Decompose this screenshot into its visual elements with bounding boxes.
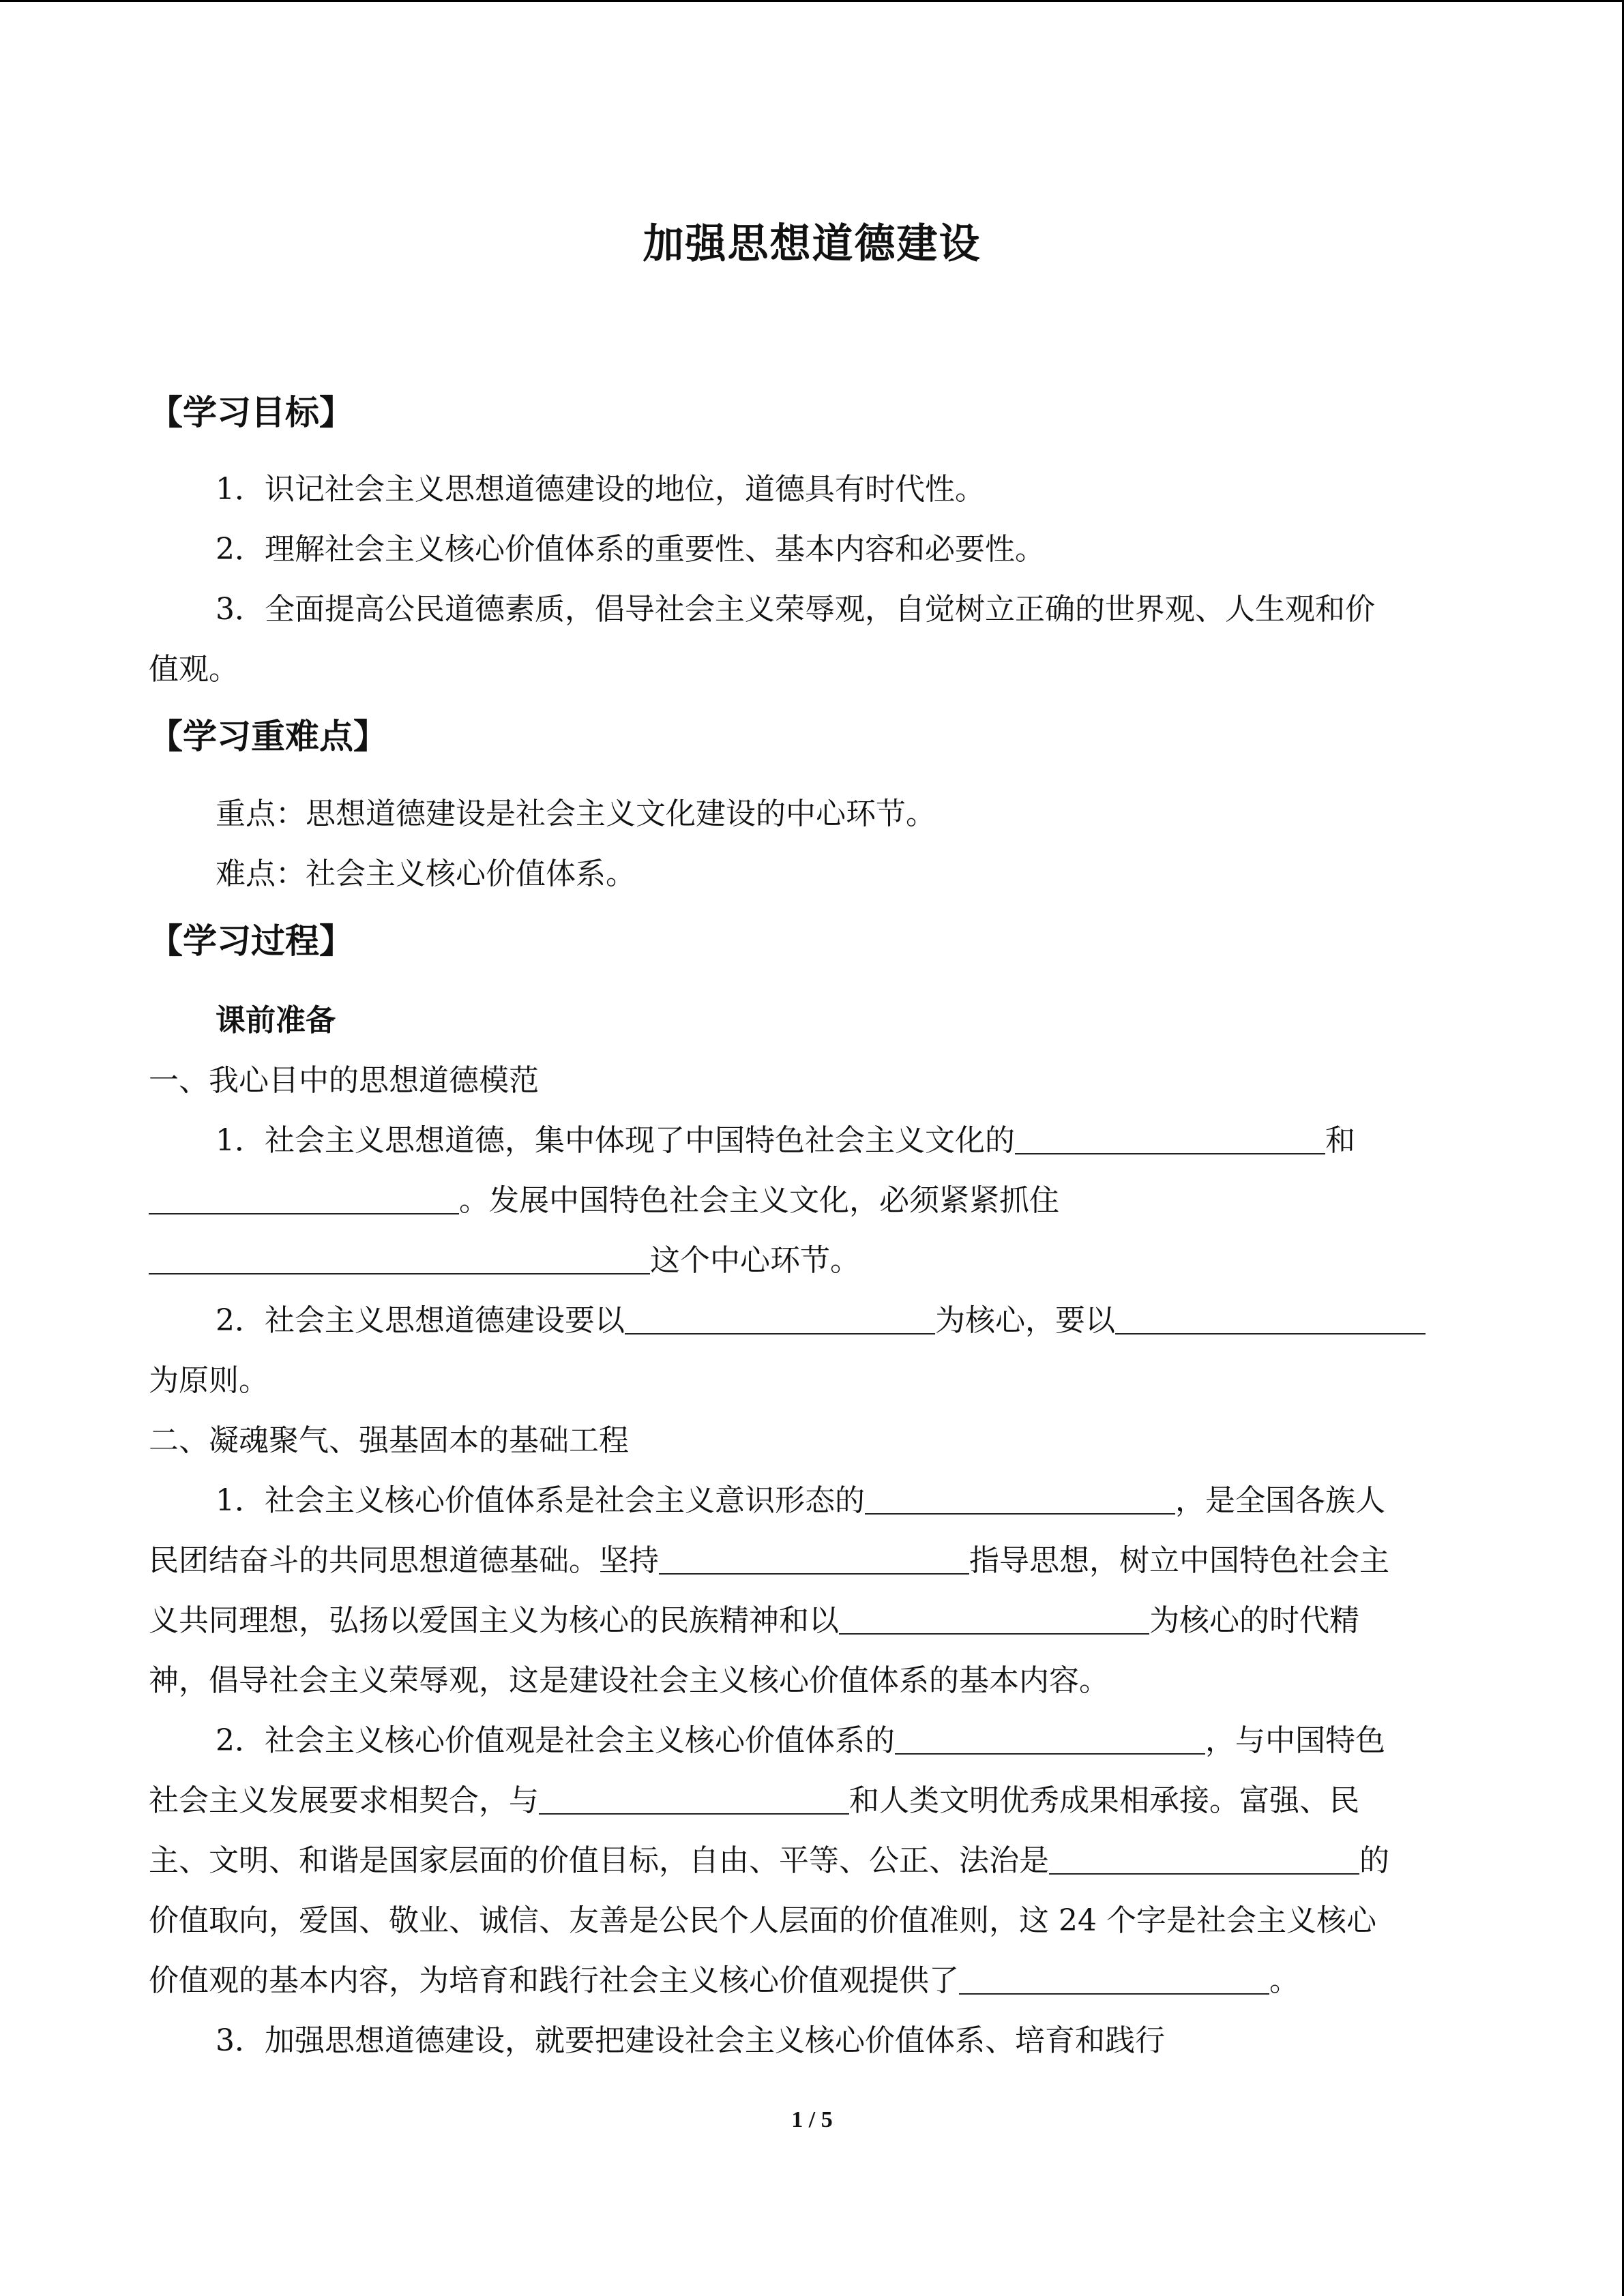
- part2-item1-line4: 神，倡导社会主义荣辱观，这是建设社会主义核心价值体系的基本内容。: [149, 1663, 1109, 1698]
- fill-blank[interactable]: [149, 1183, 459, 1214]
- part2-item2-text-f: 的: [1359, 1843, 1389, 1878]
- part2-item2-text-i: 。: [1269, 1963, 1299, 1998]
- part2-item2-line3: [149, 1831, 1475, 1891]
- page-title: 加强思想道德建设: [643, 220, 981, 268]
- part2-item2-text-d: 和人类文明优秀成果相承接。富强、民: [849, 1783, 1359, 1818]
- part2-item2-line4: 价值取向，爱国、敬业、诚信、友善是公民个人层面的价值准则，这 24 个字是社会主义核心: [149, 1903, 1376, 1938]
- part2-item1-line3: [149, 1591, 1475, 1651]
- section-heading-objectives: 【学习目标】: [149, 392, 353, 432]
- part1-item2-line1: [149, 1291, 1475, 1351]
- fill-blank[interactable]: [895, 1723, 1205, 1755]
- part1-item1-text-d: 这个中心环节。: [650, 1243, 860, 1278]
- fill-blank[interactable]: [659, 1543, 969, 1575]
- objective-item-3-line-1: 3．全面提高公民道德素质，倡导社会主义荣辱观，自觉树立正确的世界观、人生观和价: [216, 592, 1375, 627]
- part2-item1-text-c: 民团结奋斗的共同思想道德基础。坚持: [149, 1543, 659, 1578]
- part2-item2-line2: [149, 1771, 1475, 1831]
- objective-item-1: 1．识记社会主义思想道德建设的地位，道德具有时代性。: [216, 472, 985, 507]
- part2-item1-line1: [149, 1471, 1475, 1531]
- part2-item2-text-b: ，与中国特色: [1205, 1723, 1385, 1758]
- part2-item1-text-e: 义共同理想，弘扬以爱国主义为核心的民族精神和以: [149, 1603, 839, 1638]
- part2-item1-text-d: 指导思想，树立中国特色社会主: [969, 1543, 1389, 1578]
- part2-item2-text-e: 主、文明、和谐是国家层面的价值目标，自由、平等、公正、法治是: [149, 1843, 1049, 1878]
- fill-blank[interactable]: [1015, 1123, 1325, 1154]
- part1-item1-line2: [149, 1171, 1475, 1231]
- fill-blank[interactable]: [149, 1243, 650, 1274]
- part1-item2-text-b: 为核心，要以: [935, 1303, 1115, 1338]
- part2-item1-text-f: 为核心的时代精: [1149, 1603, 1359, 1638]
- part2-item2-text-c: 社会主义发展要求相契合，与: [149, 1783, 539, 1818]
- part1-item2-line2: 为原则。: [149, 1363, 269, 1398]
- part2-heading: 二、凝魂聚气、强基固本的基础工程: [149, 1423, 629, 1458]
- part2-item1-text-a: 1．社会主义核心价值体系是社会主义意识形态的: [216, 1483, 865, 1518]
- fill-blank[interactable]: [959, 1963, 1269, 1995]
- fill-blank[interactable]: [1115, 1303, 1426, 1335]
- part1-item1-text-c: 。发展中国特色社会主义文化，必须紧紧抓住: [459, 1183, 1059, 1218]
- part1-item2-text-a: 2．社会主义思想道德建设要以: [216, 1303, 625, 1338]
- part2-item2-line5: [149, 1951, 1475, 2011]
- fill-blank[interactable]: [839, 1603, 1149, 1635]
- part1-item1-text-a: 1．社会主义思想道德，集中体现了中国特色社会主义文化的: [216, 1123, 1015, 1158]
- prep-heading: 课前准备: [216, 1003, 336, 1038]
- page-number: 1 / 5: [791, 2107, 833, 2132]
- part2-item2-text-h: 价值观的基本内容，为培育和践行社会主义核心价值观提供了: [149, 1963, 959, 1998]
- fill-blank[interactable]: [1049, 1843, 1359, 1875]
- key-point-difficulty: 难点：社会主义核心价值体系。: [216, 856, 636, 891]
- fill-blank[interactable]: [865, 1483, 1175, 1515]
- part2-item1-text-b: ，是全国各族人: [1175, 1483, 1385, 1518]
- objective-item-2: 2．理解社会主义核心价值体系的重要性、基本内容和必要性。: [216, 532, 1045, 567]
- key-point-focus: 重点：思想道德建设是社会主义文化建设的中心环节。: [216, 796, 936, 831]
- part2-item1-line2: [149, 1531, 1475, 1591]
- part2-item3-line1: 3．加强思想道德建设，就要把建设社会主义核心价值体系、培育和践行: [216, 2023, 1165, 2058]
- part1-item1-line3: [149, 1231, 1475, 1291]
- part2-item2-text-a: 2．社会主义核心价值观是社会主义核心价值体系的: [216, 1723, 895, 1758]
- section-heading-process: 【学习过程】: [149, 921, 353, 961]
- section-heading-key-points: 【学习重难点】: [149, 716, 387, 756]
- part1-item1-text-b: 和: [1325, 1123, 1355, 1158]
- fill-blank[interactable]: [539, 1783, 849, 1815]
- fill-blank[interactable]: [625, 1303, 935, 1335]
- part2-item2-line1: [149, 1711, 1475, 1771]
- part1-item1-line1: [149, 1111, 1475, 1171]
- objective-item-3-line-2: 值观。: [149, 652, 239, 687]
- part1-heading: 一、我心目中的思想道德模范: [149, 1063, 539, 1098]
